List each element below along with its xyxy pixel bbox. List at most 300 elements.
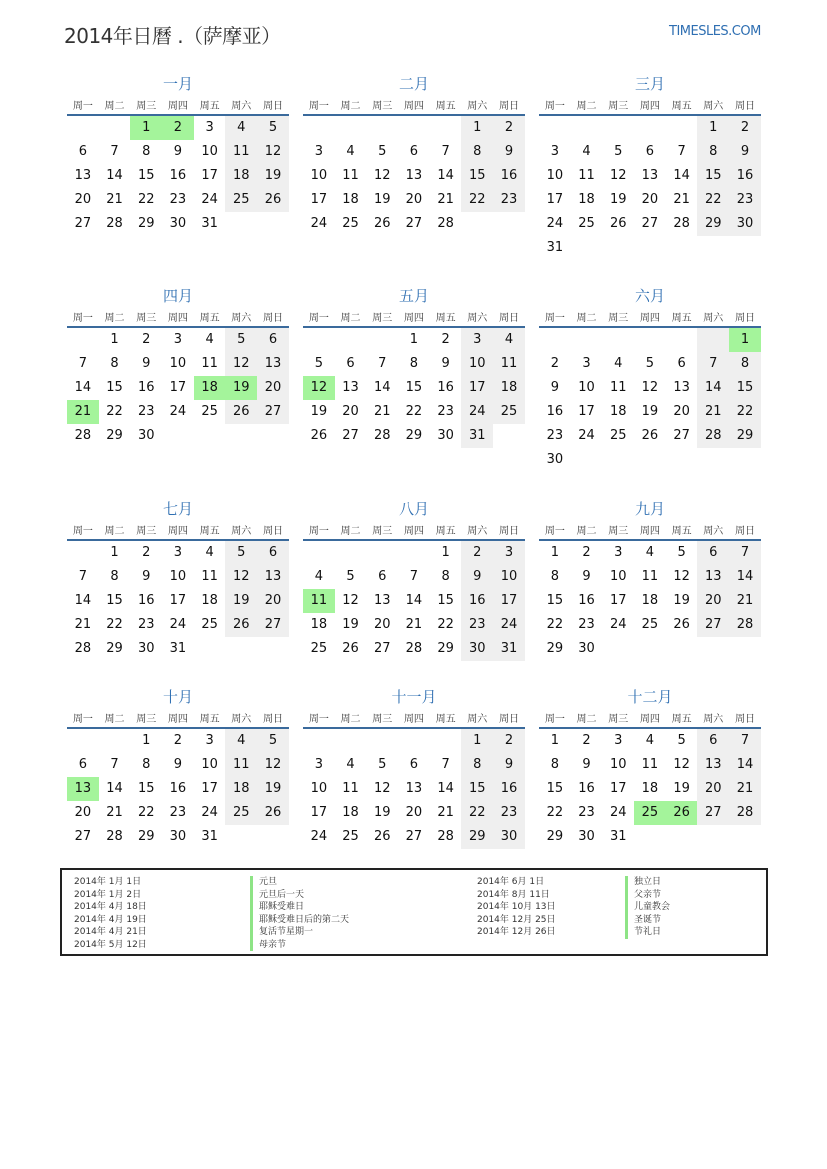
day-cell[interactable]: 24: [169, 404, 187, 419]
day-cell[interactable]: 13: [697, 753, 729, 777]
day-cell[interactable]: 19: [673, 593, 690, 608]
day-cell[interactable]: 15: [697, 164, 729, 188]
day-cell[interactable]: 16: [546, 404, 564, 419]
day-cell[interactable]: 19: [310, 404, 328, 419]
day-cell[interactable]: 15: [729, 376, 761, 400]
day-cell[interactable]: 31: [201, 216, 218, 231]
day-cell[interactable]: 11: [578, 168, 595, 183]
day-cell[interactable]: 17: [461, 376, 493, 400]
day-cell[interactable]: 15: [405, 380, 423, 395]
day-cell[interactable]: 15: [137, 781, 155, 796]
day-cell[interactable]: 7: [677, 144, 686, 159]
day-cell[interactable]: 6: [378, 569, 387, 584]
day-cell[interactable]: 20: [74, 805, 92, 820]
day-cell[interactable]: 10: [546, 168, 564, 183]
day-cell[interactable]: 21: [405, 617, 423, 632]
day-cell[interactable]: 7: [729, 541, 761, 565]
day-cell[interactable]: 25: [310, 641, 328, 656]
day-cell[interactable]: 28: [437, 216, 454, 231]
day-cell[interactable]: 21: [106, 805, 123, 820]
day-cell[interactable]: 12: [225, 565, 257, 589]
day-cell[interactable]: 17: [609, 781, 627, 796]
day-cell[interactable]: 19: [257, 164, 289, 188]
day-cell[interactable]: 17: [169, 380, 187, 395]
day-cell[interactable]: 7: [441, 144, 450, 159]
day-cell[interactable]: 13: [405, 168, 423, 183]
day-cell[interactable]: 28: [106, 216, 123, 231]
day-cell[interactable]: 2: [729, 116, 761, 140]
day-cell[interactable]: 2: [142, 332, 151, 347]
day-cell[interactable]: 20: [673, 404, 690, 419]
day-cell[interactable]: 28: [74, 428, 92, 443]
day-cell[interactable]: 16: [578, 781, 595, 796]
day-cell[interactable]: 15: [461, 164, 493, 188]
day-cell[interactable]: 21: [67, 400, 99, 424]
day-cell[interactable]: 2: [493, 116, 525, 140]
day-cell[interactable]: 3: [205, 733, 214, 748]
day-cell[interactable]: 13: [641, 168, 659, 183]
day-cell[interactable]: 21: [74, 617, 92, 632]
day-cell[interactable]: 30: [461, 637, 493, 661]
day-cell[interactable]: 27: [673, 428, 690, 443]
day-cell[interactable]: 7: [409, 569, 419, 584]
day-cell[interactable]: 20: [257, 376, 289, 400]
day-cell[interactable]: 12: [609, 168, 627, 183]
day-cell[interactable]: 5: [225, 541, 257, 565]
day-cell[interactable]: 4: [346, 144, 355, 159]
day-cell[interactable]: 19: [225, 589, 257, 613]
day-cell[interactable]: 27: [342, 428, 359, 443]
day-cell[interactable]: 8: [110, 356, 119, 371]
day-cell[interactable]: 27: [697, 613, 729, 637]
day-cell[interactable]: 11: [303, 589, 335, 613]
day-cell[interactable]: 8: [697, 140, 729, 164]
day-cell[interactable]: 6: [78, 757, 87, 772]
day-cell[interactable]: 1: [697, 116, 729, 140]
day-cell[interactable]: 26: [342, 641, 359, 656]
day-cell[interactable]: 5: [378, 144, 387, 159]
day-cell[interactable]: 30: [137, 428, 155, 443]
day-cell[interactable]: 11: [609, 380, 627, 395]
day-cell[interactable]: 15: [546, 781, 564, 796]
day-cell[interactable]: 18: [493, 376, 525, 400]
day-cell[interactable]: 26: [310, 428, 328, 443]
day-cell[interactable]: 28: [74, 641, 92, 656]
day-cell[interactable]: 13: [257, 352, 289, 376]
day-cell[interactable]: 19: [609, 192, 627, 207]
day-cell[interactable]: 25: [342, 216, 359, 231]
day-cell[interactable]: 14: [729, 753, 761, 777]
day-cell[interactable]: 25: [493, 400, 525, 424]
day-cell[interactable]: 12: [257, 140, 289, 164]
day-cell[interactable]: 8: [461, 140, 493, 164]
day-cell[interactable]: 21: [673, 192, 690, 207]
day-cell[interactable]: 21: [373, 404, 391, 419]
day-cell[interactable]: 17: [201, 168, 218, 183]
day-cell[interactable]: 21: [697, 400, 729, 424]
day-cell[interactable]: 24: [546, 216, 564, 231]
day-cell[interactable]: 17: [578, 404, 595, 419]
day-cell[interactable]: 28: [673, 216, 690, 231]
day-cell[interactable]: 28: [106, 829, 123, 844]
day-cell[interactable]: 4: [205, 332, 214, 347]
day-cell[interactable]: 3: [205, 120, 214, 135]
day-cell[interactable]: 1: [409, 332, 419, 347]
day-cell[interactable]: 26: [641, 428, 659, 443]
day-cell[interactable]: 26: [609, 216, 627, 231]
day-cell[interactable]: 5: [614, 144, 623, 159]
day-cell[interactable]: 27: [641, 216, 659, 231]
day-cell[interactable]: 26: [373, 829, 391, 844]
day-cell[interactable]: 10: [201, 144, 218, 159]
day-cell[interactable]: 7: [697, 352, 729, 376]
day-cell[interactable]: 23: [493, 801, 525, 825]
day-cell[interactable]: 30: [169, 829, 187, 844]
day-cell[interactable]: 27: [257, 613, 289, 637]
day-cell[interactable]: 1: [461, 116, 493, 140]
day-cell[interactable]: 10: [169, 569, 187, 584]
day-cell[interactable]: 13: [373, 593, 391, 608]
day-cell[interactable]: 6: [346, 356, 355, 371]
day-cell[interactable]: 25: [201, 617, 218, 632]
day-cell[interactable]: 29: [106, 641, 123, 656]
day-cell[interactable]: 12: [342, 593, 359, 608]
day-cell[interactable]: 9: [441, 356, 450, 371]
day-cell[interactable]: 24: [310, 829, 328, 844]
day-cell[interactable]: 21: [437, 805, 454, 820]
day-cell[interactable]: 26: [257, 801, 289, 825]
day-cell[interactable]: 3: [173, 545, 183, 560]
day-cell[interactable]: 8: [550, 569, 559, 584]
day-cell[interactable]: 24: [461, 400, 493, 424]
day-cell[interactable]: 16: [578, 593, 595, 608]
day-cell[interactable]: 26: [225, 400, 257, 424]
day-cell[interactable]: 4: [582, 144, 591, 159]
day-cell[interactable]: 31: [461, 424, 493, 448]
day-cell[interactable]: 24: [201, 805, 218, 820]
day-cell[interactable]: 8: [441, 569, 450, 584]
day-cell[interactable]: 22: [106, 617, 123, 632]
day-cell[interactable]: 10: [461, 352, 493, 376]
day-cell[interactable]: 22: [729, 400, 761, 424]
day-cell[interactable]: 14: [74, 380, 92, 395]
day-cell[interactable]: 22: [546, 805, 564, 820]
day-cell[interactable]: 11: [641, 757, 659, 772]
day-cell[interactable]: 9: [142, 569, 151, 584]
day-cell[interactable]: 10: [310, 781, 328, 796]
day-cell[interactable]: 20: [697, 589, 729, 613]
day-cell[interactable]: 23: [461, 613, 493, 637]
day-cell[interactable]: 9: [729, 140, 761, 164]
day-cell[interactable]: 9: [550, 380, 559, 395]
day-cell[interactable]: 27: [257, 400, 289, 424]
day-cell[interactable]: 15: [437, 593, 454, 608]
day-cell[interactable]: 1: [130, 116, 162, 140]
day-cell[interactable]: 10: [310, 168, 328, 183]
day-cell[interactable]: 30: [578, 829, 595, 844]
day-cell[interactable]: 28: [729, 801, 761, 825]
day-cell[interactable]: 9: [173, 144, 183, 159]
day-cell[interactable]: 31: [609, 829, 627, 844]
day-cell[interactable]: 16: [437, 380, 454, 395]
day-cell[interactable]: 25: [225, 801, 257, 825]
day-cell[interactable]: 17: [310, 805, 328, 820]
day-cell[interactable]: 12: [641, 380, 659, 395]
day-cell[interactable]: 4: [225, 116, 257, 140]
day-cell[interactable]: 28: [697, 424, 729, 448]
day-cell[interactable]: 25: [225, 188, 257, 212]
day-cell[interactable]: 18: [342, 192, 359, 207]
day-cell[interactable]: 3: [550, 144, 559, 159]
day-cell[interactable]: 29: [546, 641, 564, 656]
day-cell[interactable]: 19: [373, 805, 391, 820]
day-cell[interactable]: 16: [461, 589, 493, 613]
day-cell[interactable]: 27: [697, 801, 729, 825]
day-cell[interactable]: 30: [137, 641, 155, 656]
day-cell[interactable]: 3: [314, 144, 323, 159]
day-cell[interactable]: 18: [201, 593, 218, 608]
day-cell[interactable]: 23: [437, 404, 454, 419]
day-cell[interactable]: 6: [697, 541, 729, 565]
day-cell[interactable]: 16: [137, 593, 155, 608]
day-cell[interactable]: 4: [314, 569, 323, 584]
day-cell[interactable]: 18: [609, 404, 627, 419]
day-cell[interactable]: 16: [493, 777, 525, 801]
day-cell[interactable]: 11: [493, 352, 525, 376]
day-cell[interactable]: 29: [729, 424, 761, 448]
day-cell[interactable]: 2: [550, 356, 559, 371]
day-cell[interactable]: 14: [106, 168, 123, 183]
day-cell[interactable]: 25: [609, 428, 627, 443]
day-cell[interactable]: 14: [437, 168, 454, 183]
day-cell[interactable]: 6: [257, 541, 289, 565]
day-cell[interactable]: 17: [493, 589, 525, 613]
day-cell[interactable]: 4: [346, 757, 355, 772]
day-cell[interactable]: 12: [373, 781, 391, 796]
day-cell[interactable]: 11: [201, 356, 218, 371]
day-cell[interactable]: 4: [205, 545, 214, 560]
day-cell[interactable]: 19: [641, 404, 659, 419]
day-cell[interactable]: 5: [257, 116, 289, 140]
day-cell[interactable]: 5: [378, 757, 387, 772]
day-cell[interactable]: 24: [310, 216, 328, 231]
day-cell[interactable]: 19: [373, 192, 391, 207]
day-cell[interactable]: 11: [641, 569, 659, 584]
day-cell[interactable]: 9: [493, 753, 525, 777]
day-cell[interactable]: 5: [677, 733, 686, 748]
day-cell[interactable]: 14: [673, 168, 690, 183]
day-cell[interactable]: 16: [137, 380, 155, 395]
day-cell[interactable]: 24: [169, 617, 187, 632]
day-cell[interactable]: 3: [314, 757, 323, 772]
day-cell[interactable]: 7: [729, 729, 761, 753]
day-cell[interactable]: 22: [461, 188, 493, 212]
day-cell[interactable]: 3: [493, 541, 525, 565]
day-cell[interactable]: 21: [106, 192, 123, 207]
day-cell[interactable]: 7: [110, 144, 119, 159]
day-cell[interactable]: 31: [169, 641, 187, 656]
day-cell[interactable]: 4: [614, 356, 623, 371]
day-cell[interactable]: 18: [641, 781, 659, 796]
day-cell[interactable]: 23: [169, 192, 187, 207]
day-cell[interactable]: 18: [225, 164, 257, 188]
day-cell[interactable]: 12: [373, 168, 391, 183]
day-cell[interactable]: 29: [546, 829, 564, 844]
day-cell[interactable]: 28: [729, 613, 761, 637]
day-cell[interactable]: 20: [405, 192, 423, 207]
day-cell[interactable]: 23: [169, 805, 187, 820]
day-cell[interactable]: 3: [614, 545, 623, 560]
day-cell[interactable]: 1: [142, 733, 151, 748]
day-cell[interactable]: 27: [373, 641, 391, 656]
day-cell[interactable]: 22: [546, 617, 564, 632]
day-cell[interactable]: 1: [550, 545, 559, 560]
day-cell[interactable]: 9: [582, 757, 591, 772]
day-cell[interactable]: 18: [310, 617, 328, 632]
day-cell[interactable]: 2: [173, 733, 183, 748]
day-cell[interactable]: 15: [546, 593, 564, 608]
day-cell[interactable]: 18: [342, 805, 359, 820]
day-cell[interactable]: 5: [677, 545, 686, 560]
day-cell[interactable]: 14: [405, 593, 423, 608]
day-cell[interactable]: 18: [641, 593, 659, 608]
day-cell[interactable]: 4: [645, 545, 655, 560]
day-cell[interactable]: 29: [697, 212, 729, 236]
day-cell[interactable]: 23: [578, 805, 595, 820]
day-cell[interactable]: 20: [342, 404, 359, 419]
day-cell[interactable]: 1: [729, 328, 761, 352]
day-cell[interactable]: 13: [74, 168, 92, 183]
day-cell[interactable]: 20: [257, 589, 289, 613]
day-cell[interactable]: 1: [110, 332, 119, 347]
day-cell[interactable]: 16: [729, 164, 761, 188]
day-cell[interactable]: 13: [342, 380, 359, 395]
day-cell[interactable]: 21: [437, 192, 454, 207]
day-cell[interactable]: 1: [461, 729, 493, 753]
day-cell[interactable]: 6: [677, 356, 686, 371]
day-cell[interactable]: 22: [106, 404, 123, 419]
day-cell[interactable]: 26: [373, 216, 391, 231]
day-cell[interactable]: 5: [645, 356, 655, 371]
day-cell[interactable]: 22: [461, 801, 493, 825]
day-cell[interactable]: 4: [225, 729, 257, 753]
day-cell[interactable]: 18: [578, 192, 595, 207]
day-cell[interactable]: 9: [493, 140, 525, 164]
day-cell[interactable]: 19: [257, 777, 289, 801]
day-cell[interactable]: 22: [137, 805, 155, 820]
day-cell[interactable]: 6: [697, 729, 729, 753]
day-cell[interactable]: 2: [162, 116, 194, 140]
day-cell[interactable]: 11: [225, 140, 257, 164]
day-cell[interactable]: 11: [201, 569, 218, 584]
day-cell[interactable]: 10: [609, 757, 627, 772]
day-cell[interactable]: 14: [697, 376, 729, 400]
day-cell[interactable]: 19: [225, 376, 257, 400]
day-cell[interactable]: 25: [201, 404, 218, 419]
day-cell[interactable]: 26: [225, 613, 257, 637]
day-cell[interactable]: 15: [461, 777, 493, 801]
day-cell[interactable]: 13: [257, 565, 289, 589]
day-cell[interactable]: 14: [729, 565, 761, 589]
day-cell[interactable]: 23: [137, 617, 155, 632]
day-cell[interactable]: 13: [673, 380, 690, 395]
day-cell[interactable]: 16: [169, 168, 187, 183]
day-cell[interactable]: 5: [346, 569, 355, 584]
day-cell[interactable]: 18: [194, 376, 226, 400]
day-cell[interactable]: 16: [169, 781, 187, 796]
day-cell[interactable]: 10: [609, 569, 627, 584]
day-cell[interactable]: 20: [641, 192, 659, 207]
day-cell[interactable]: 10: [169, 356, 187, 371]
day-cell[interactable]: 28: [373, 428, 391, 443]
day-cell[interactable]: 24: [609, 617, 627, 632]
day-cell[interactable]: 3: [461, 328, 493, 352]
day-cell[interactable]: 7: [78, 569, 87, 584]
day-cell[interactable]: 1: [441, 545, 450, 560]
day-cell[interactable]: 25: [578, 216, 595, 231]
day-cell[interactable]: 27: [405, 216, 423, 231]
day-cell[interactable]: 24: [578, 428, 595, 443]
day-cell[interactable]: 2: [441, 332, 450, 347]
day-cell[interactable]: 3: [582, 356, 591, 371]
day-cell[interactable]: 29: [137, 216, 155, 231]
day-cell[interactable]: 2: [582, 545, 591, 560]
day-cell[interactable]: 9: [173, 757, 183, 772]
day-cell[interactable]: 14: [106, 781, 123, 796]
day-cell[interactable]: 31: [546, 240, 564, 255]
day-cell[interactable]: 9: [142, 356, 151, 371]
day-cell[interactable]: 3: [173, 332, 183, 347]
day-cell[interactable]: 5: [314, 356, 323, 371]
day-cell[interactable]: 9: [461, 565, 493, 589]
day-cell[interactable]: 20: [373, 617, 391, 632]
day-cell[interactable]: 30: [729, 212, 761, 236]
day-cell[interactable]: 13: [67, 777, 99, 801]
day-cell[interactable]: 8: [461, 753, 493, 777]
day-cell[interactable]: 16: [493, 164, 525, 188]
day-cell[interactable]: 21: [729, 777, 761, 801]
day-cell[interactable]: 22: [405, 404, 423, 419]
day-cell[interactable]: 22: [697, 188, 729, 212]
day-cell[interactable]: 30: [437, 428, 454, 443]
day-cell[interactable]: 7: [378, 356, 387, 371]
day-cell[interactable]: 23: [578, 617, 595, 632]
day-cell[interactable]: 24: [201, 192, 218, 207]
day-cell[interactable]: 29: [461, 825, 493, 849]
day-cell[interactable]: 19: [673, 781, 690, 796]
day-cell[interactable]: 17: [546, 192, 564, 207]
day-cell[interactable]: 8: [729, 352, 761, 376]
day-cell[interactable]: 26: [666, 801, 698, 825]
day-cell[interactable]: 27: [74, 216, 92, 231]
day-cell[interactable]: 11: [342, 781, 359, 796]
day-cell[interactable]: 25: [634, 801, 666, 825]
day-cell[interactable]: 8: [142, 757, 151, 772]
day-cell[interactable]: 6: [257, 328, 289, 352]
day-cell[interactable]: 6: [78, 144, 87, 159]
day-cell[interactable]: 8: [409, 356, 419, 371]
day-cell[interactable]: 27: [405, 829, 423, 844]
day-cell[interactable]: 3: [614, 733, 623, 748]
day-cell[interactable]: 26: [673, 617, 690, 632]
day-cell[interactable]: 11: [342, 168, 359, 183]
day-cell[interactable]: 25: [342, 829, 359, 844]
day-cell[interactable]: 2: [142, 545, 151, 560]
day-cell[interactable]: 1: [110, 545, 119, 560]
day-cell[interactable]: 6: [409, 144, 419, 159]
day-cell[interactable]: 12: [257, 753, 289, 777]
day-cell[interactable]: 18: [225, 777, 257, 801]
